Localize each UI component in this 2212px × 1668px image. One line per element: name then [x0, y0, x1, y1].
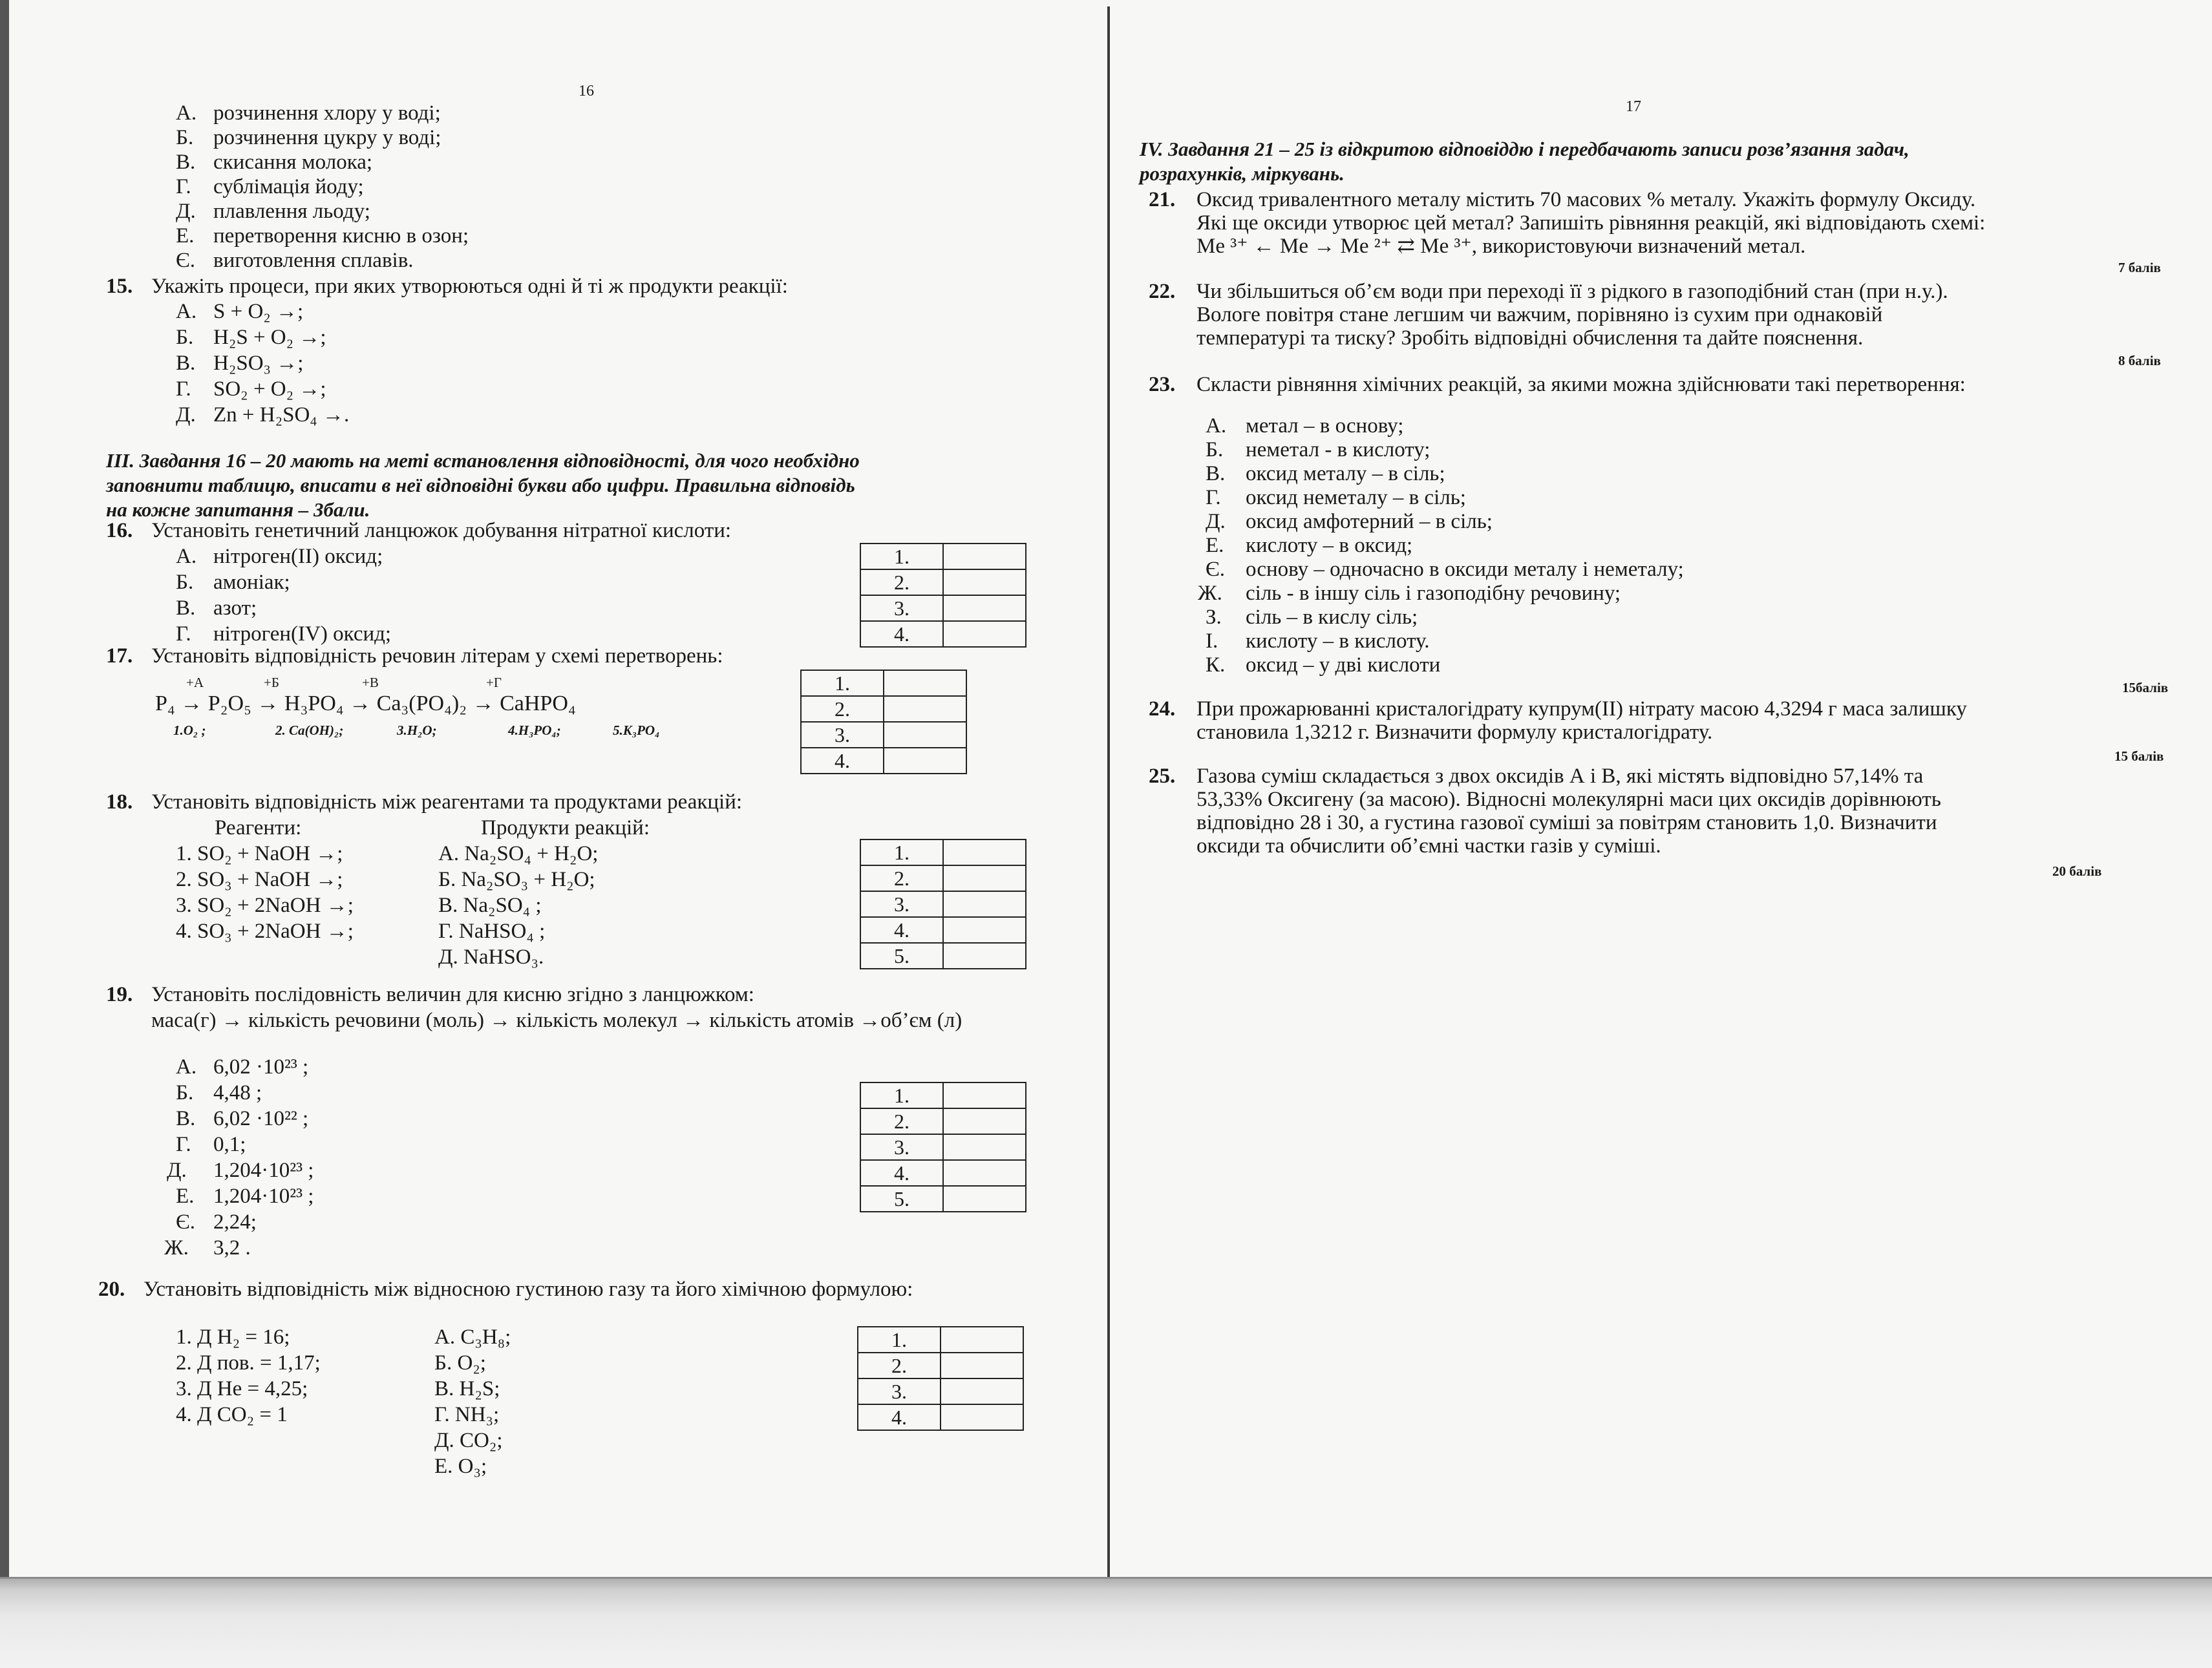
q16-option-a [176, 544, 383, 569]
q17-scheme: P₄ → P₂O₅ → H₃PO₄ → Ca₃(PO₄)₂ → CaHPO₄ [155, 691, 576, 715]
option-text: кислоту – в кислоту. [1246, 629, 1430, 653]
option-label: Г. [176, 622, 191, 646]
q19-answer-table [860, 1082, 1026, 1212]
q23-option-d [1206, 485, 1466, 510]
q20-formula-c: В. H₂S; [434, 1377, 500, 1400]
q17-answer-table [800, 670, 967, 774]
q22-score: 8 балів [2118, 353, 2161, 368]
option-label: Б. [176, 126, 194, 149]
option-label: Г. [176, 377, 191, 401]
row-number: 1. [860, 544, 943, 569]
row-number: 1. [860, 839, 943, 865]
q20-number: 20. [98, 1278, 125, 1301]
row-number: 4. [860, 917, 943, 943]
q17-reagent-5: 5.K₃PO₄ [613, 723, 660, 738]
q21-score: 7 балів [2118, 260, 2161, 275]
option-text: сіль - в іншу сіль і газоподібну речовину; [1246, 582, 1621, 605]
q23-option-i [1206, 605, 1418, 629]
answer-cell[interactable] [943, 1186, 1026, 1212]
option-text: 4,48 ; [213, 1081, 262, 1104]
table-row [860, 621, 1026, 647]
option-text: оксид амфотерний – в сіль; [1246, 510, 1493, 533]
option-label: Д. [176, 403, 196, 427]
table-row [860, 569, 1026, 595]
q18-reagent-3: 3. SO₂ + 2NaOH →; [176, 894, 354, 917]
option-label: А. [176, 545, 197, 568]
q14-option-e [176, 199, 370, 224]
q19-option-b [176, 1081, 262, 1105]
q20-density-1: 1. Д H₂ = 16; [176, 1325, 290, 1349]
table-row [860, 891, 1026, 917]
q18-product-d: Г. NaHSO₄ ; [438, 920, 546, 943]
q15-option-a [176, 299, 303, 324]
option-text: плавлення льоду; [213, 200, 370, 223]
q20-density-3: 3. Д He = 4,25; [176, 1377, 308, 1400]
option-text: 2,24; [213, 1210, 257, 1234]
q19-option-c [176, 1106, 308, 1131]
section3-heading-line2: заповнити таблицю, вписати в неї відповідні букви або цифри. Правильна відповідь [106, 474, 855, 496]
option-label: Є. [176, 249, 196, 272]
q17-reagent-4: 4.H₃PO₄; [508, 723, 561, 738]
option-text: виготовлення сплавів. [213, 249, 414, 272]
option-label: Є. [1206, 558, 1226, 581]
q17-reagent-2: 2. Ca(OH)₂; [275, 723, 344, 738]
option-label: В. [176, 352, 196, 375]
q23-score: 15балів [2122, 680, 2169, 695]
q16-answer-table [860, 543, 1026, 648]
option-text: 1,204·10²³ ; [213, 1159, 314, 1182]
table-row [860, 865, 1026, 891]
option-label: Г. [176, 1133, 191, 1156]
option-text: Zn + H₂SO₄ →. [213, 403, 350, 427]
q23-option-a [1206, 414, 1403, 438]
option-label: Д. [167, 1159, 187, 1182]
option-text: неметал - в кислоту; [1246, 438, 1430, 461]
table-row [860, 943, 1026, 969]
option-label: Б. [176, 571, 194, 594]
answer-cell[interactable] [943, 1082, 1026, 1108]
q18-reagent-2: 2. SO₃ + NaOH →; [176, 868, 343, 891]
row-number: 4. [858, 1404, 941, 1430]
q20-answer-table [857, 1326, 1024, 1431]
q25-score: 20 балів [2052, 863, 2102, 879]
option-text: основу – одночасно в оксиди металу і неметалу; [1246, 558, 1684, 581]
q20-formula-b: Б. O₂; [434, 1351, 486, 1375]
q23-option-e [1206, 509, 1493, 534]
table-row [860, 1186, 1026, 1212]
option-label: А. [176, 101, 197, 125]
row-number: 2. [801, 696, 884, 722]
q23-number: 23. [1149, 373, 1176, 396]
option-label: В. [176, 1107, 196, 1130]
q20-formula-a: А. C₃H₈; [434, 1325, 511, 1349]
q18-answer-table [860, 839, 1026, 969]
q19-option-f [176, 1184, 314, 1209]
q22-line2: Вологе повітря стане легшим чи важчим, порівняно із сухим при однаковій [1196, 303, 1883, 326]
table-row [801, 696, 966, 722]
option-text: оксид металу – в сіль; [1246, 462, 1445, 485]
option-text: нітроген(ІІ) оксид; [213, 545, 383, 568]
option-label: В. [176, 596, 196, 620]
answer-cell[interactable] [943, 1108, 1026, 1134]
row-number: 2. [860, 569, 943, 595]
table-row [860, 595, 1026, 621]
answer-cell[interactable] [884, 722, 966, 748]
option-text: метал – в основу; [1246, 414, 1404, 438]
q25-line4: оксиди та обчислити об’ємні частки газів у суміші. [1196, 834, 1661, 858]
q18-product-c: В. Na₂SO₄ ; [438, 894, 542, 917]
option-label: І. [1206, 629, 1218, 653]
q15-option-d [176, 377, 326, 401]
q19-option-a [176, 1055, 308, 1079]
q18-reagents-header: Реагенти: [215, 816, 302, 839]
q25-line2: 53,33% Оксигену (за масою). Відносні молекулярні маси цих оксидів дорівнюють [1196, 788, 1941, 811]
option-text: нітроген(ІV) оксид; [213, 622, 392, 646]
option-text: амоніак; [213, 571, 290, 594]
q20-density-2: 2. Д пов. = 1,17; [176, 1351, 321, 1375]
row-number: 1. [858, 1327, 941, 1353]
q19-number: 19. [106, 983, 133, 1006]
q23-option-h [1198, 581, 1621, 606]
answer-cell[interactable] [943, 621, 1026, 647]
q18-number: 18. [106, 790, 133, 814]
option-label: Д. [176, 200, 196, 223]
q25-number: 25. [1149, 765, 1176, 788]
table-row [860, 544, 1026, 569]
answer-cell[interactable] [941, 1353, 1023, 1378]
answer-cell[interactable] [884, 670, 966, 696]
row-number: 3. [801, 722, 884, 748]
q23-option-k [1206, 653, 1440, 677]
q15-option-e [176, 403, 349, 427]
q17-above-c: +В [362, 675, 379, 690]
option-text: H₂S + O₂ →; [213, 326, 326, 349]
scan-bottom-band [0, 1577, 2212, 1668]
q19-option-h [164, 1236, 251, 1260]
option-label: В. [1206, 462, 1226, 485]
answer-cell[interactable] [943, 569, 1026, 595]
option-label: Б. [176, 326, 194, 349]
option-text: оксид неметалу – в сіль; [1246, 486, 1466, 509]
option-text: розчинення хлору у воді; [213, 101, 441, 125]
row-number: 5. [860, 1186, 943, 1212]
option-label: А. [176, 1055, 197, 1079]
row-number: 3. [860, 1134, 943, 1160]
q18-product-a: А. Na₂SO₄ + H₂O; [438, 842, 599, 865]
q24-line1: При прожарюванні кристалогідрату купрум(ІІ) нітрату масою 4,3294 г маса залишку [1196, 697, 1967, 721]
row-number: 1. [860, 1082, 943, 1108]
option-text: кислоту – в оксид; [1246, 534, 1413, 557]
row-number: 2. [858, 1353, 941, 1378]
option-label: А. [1206, 414, 1227, 438]
option-text: перетворення кисню в озон; [213, 224, 469, 248]
q25-line1: Газова суміш складається з двох оксидів А і В, які містять відповідно 57,14% та [1196, 765, 1924, 788]
row-number: 4. [860, 1160, 943, 1186]
row-number: 2. [860, 1108, 943, 1134]
answer-cell[interactable] [943, 865, 1026, 891]
q23-option-f [1206, 533, 1412, 558]
section3-heading-line3: на кожне запитання – 3бали. [106, 498, 370, 521]
q19-chain: маса(г) → кількість речовини (моль) → кількість молекул → кількість атомів →об’єм (л) [151, 1009, 962, 1032]
q22-number: 22. [1149, 280, 1176, 303]
q14-option-c [176, 150, 372, 174]
option-label: В. [176, 151, 196, 174]
q15-option-b [176, 325, 326, 350]
q19-option-g [176, 1210, 257, 1234]
table-row [860, 1108, 1026, 1134]
q17-above-b: +Б [264, 675, 279, 690]
option-text: 6,02 ·10²³ ; [213, 1055, 309, 1079]
option-text: сублімація йоду; [213, 175, 364, 198]
q14-option-g [176, 248, 414, 273]
table-row [858, 1404, 1023, 1430]
q19-text: Установіть послідовність величин для кисню згідно з ланцюжком: [151, 983, 754, 1006]
q24-line2: становила 1,3212 г. Визначити формулу кристалогідрату. [1196, 721, 1713, 744]
q20-formula-e: Д. CO₂; [434, 1429, 503, 1452]
q21-number: 21. [1149, 188, 1176, 211]
q21-line3: Me ³⁺ ← Me → Me ²⁺ ⇄ Me ³⁺, використовуючи визначений метал. [1196, 235, 1806, 258]
answer-cell[interactable] [884, 696, 966, 722]
answer-cell[interactable] [943, 595, 1026, 621]
q18-reagent-1: 1. SO₂ + NaOH →; [176, 842, 343, 865]
table-row [860, 839, 1026, 865]
q23-option-g [1206, 557, 1684, 582]
q17-reagent-3: 3.H₂O; [397, 723, 437, 738]
q16-option-d [176, 622, 391, 646]
row-number: 3. [860, 595, 943, 621]
answer-cell[interactable] [943, 891, 1026, 917]
row-number: 5. [860, 943, 943, 969]
table-row [801, 670, 966, 696]
answer-cell[interactable] [943, 917, 1026, 943]
q15-option-c [176, 351, 303, 375]
q17-above-a: +А [186, 675, 204, 690]
option-label: К. [1206, 653, 1226, 677]
table-row [801, 722, 966, 748]
row-number: 4. [801, 748, 884, 774]
q15-number: 15. [106, 275, 133, 298]
table-row [860, 1082, 1026, 1108]
option-label: Ж. [1198, 582, 1222, 605]
q14-option-f [176, 224, 469, 248]
q23-option-b [1206, 438, 1430, 462]
option-text: 1,204·10²³ ; [213, 1185, 314, 1208]
option-text: розчинення цукру у воді; [213, 126, 441, 149]
q19-option-e [167, 1158, 314, 1183]
q23-option-c [1206, 461, 1445, 486]
left-page [0, 0, 1109, 1577]
option-label: Д. [1206, 510, 1226, 533]
q21-line2: Які ще оксиди утворює цей метал? Запишіть рівняння реакцій, які відповідають схемі: [1196, 211, 1986, 235]
q17-text: Установіть відповідність речовин літерам у схемі перетворень: [151, 644, 723, 668]
table-row [860, 1134, 1026, 1160]
q16-option-c [176, 596, 257, 620]
q18-text: Установіть відповідність між реагентами та продуктами реакцій: [151, 790, 743, 814]
option-text: скисання молока; [213, 151, 373, 174]
answer-cell[interactable] [941, 1404, 1023, 1430]
section4-heading-line1: IV. Завдання 21 – 25 із відкритою відповіддю і передбачають записи розв’язання задач, [1140, 138, 1909, 160]
option-text: SO₂ + O₂ →; [213, 377, 326, 401]
option-text: H₂SO₃ →; [213, 352, 304, 375]
option-label: Г. [1206, 486, 1221, 509]
q24-number: 24. [1149, 697, 1176, 721]
table-row [801, 748, 966, 774]
q24-score: 15 балів [2114, 748, 2164, 764]
q16-text: Установіть генетичний ланцюжок добування нітратної кислоти: [151, 519, 732, 542]
q17-number: 17. [106, 644, 133, 668]
q14-option-a [176, 101, 441, 125]
option-label: А. [176, 300, 197, 323]
answer-cell[interactable] [941, 1378, 1023, 1404]
answer-cell[interactable] [943, 1134, 1026, 1160]
q16-option-b [176, 570, 290, 595]
option-text: S + O₂ →; [213, 300, 304, 323]
q20-formula-f: Е. O₃; [434, 1455, 487, 1478]
q18-reagent-4: 4. SO₃ + 2NaOH →; [176, 920, 354, 943]
option-text: 6,02 ·10²² ; [213, 1107, 309, 1130]
answer-cell[interactable] [943, 839, 1026, 865]
table-row [860, 1160, 1026, 1186]
q18-products-header: Продукти реакцій: [481, 816, 650, 839]
option-label: Б. [176, 1081, 194, 1104]
option-label: Ж. [164, 1236, 189, 1260]
q18-product-e: Д. NaHSO₃. [438, 945, 544, 969]
row-number: 1. [801, 670, 884, 696]
q20-text: Установіть відповідність між відносною густиною газу та його хімічною формулою: [144, 1278, 913, 1301]
option-label: Е. [1206, 534, 1224, 557]
row-number: 3. [860, 891, 943, 917]
answer-cell[interactable] [943, 1160, 1026, 1186]
option-text: сіль – в кислу сіль; [1246, 606, 1418, 629]
q23-text: Скласти рівняння хімічних реакцій, за якими можна здійснювати такі перетворення: [1196, 373, 1966, 396]
row-number: 2. [860, 865, 943, 891]
page-number-right: 17 [1626, 98, 1641, 115]
q14-option-d [176, 174, 364, 199]
section4-heading-line2: розрахунків, міркувань. [1140, 162, 1345, 185]
row-number: 4. [860, 621, 943, 647]
answer-cell[interactable] [884, 748, 966, 774]
option-label: Б. [1206, 438, 1224, 461]
answer-cell[interactable] [943, 544, 1026, 569]
answer-cell[interactable] [941, 1327, 1023, 1353]
row-number: 3. [858, 1378, 941, 1404]
q20-formula-d: Г. NH₃; [434, 1403, 500, 1426]
q22-line1: Чи збільшиться об’єм води при переході її з рідкого в газоподібний стан (при н.у.). [1196, 280, 1948, 303]
option-text: азот; [213, 596, 257, 620]
q18-product-b: Б. Na₂SO₃ + H₂O; [438, 868, 595, 891]
table-row [858, 1327, 1023, 1353]
scan-bottom-edge-line [0, 1577, 2212, 1579]
option-text: 0,1; [213, 1133, 246, 1156]
answer-cell[interactable] [943, 943, 1026, 969]
q22-line3: температурі та тиску? Зробіть відповідні обчислення та дайте пояснення. [1196, 326, 1864, 350]
option-label: Е. [176, 1185, 195, 1208]
q21-line1: Оксид тривалентного металу містить 70 масових % металу. Укажіть формулу Оксиду. [1196, 188, 1976, 211]
option-label: Г. [176, 175, 191, 198]
q17-reagent-1: 1.O₂ ; [173, 723, 206, 738]
table-row [858, 1353, 1023, 1378]
q16-number: 16. [106, 519, 133, 542]
option-label: З. [1206, 606, 1222, 629]
q15-text: Укажіть процеси, при яких утворюються одні й ті ж продукти реакції: [151, 275, 788, 298]
option-label: Є. [176, 1210, 196, 1234]
option-label: Е. [176, 224, 195, 248]
q25-line3: відповідно 28 і 30, а густина газової суміші за повітрям становить 1,0. Визначити [1196, 811, 1937, 834]
q14-option-b [176, 125, 441, 150]
section3-heading-line1: ІІІ. Завдання 16 – 20 мають на меті встановлення відповідності, для чого необхідно [106, 449, 860, 472]
q20-density-4: 4. Д CO₂ = 1 [176, 1403, 288, 1426]
table-row [858, 1378, 1023, 1404]
right-page [1109, 0, 2212, 1577]
option-text: 3,2 . [213, 1236, 251, 1260]
page-number-left: 16 [579, 83, 594, 100]
q17-above-d: +Г [486, 675, 502, 690]
table-row [860, 917, 1026, 943]
option-text: оксид – у дві кислоти [1246, 653, 1441, 677]
q23-option-j [1206, 629, 1430, 653]
q19-option-d [176, 1132, 246, 1157]
